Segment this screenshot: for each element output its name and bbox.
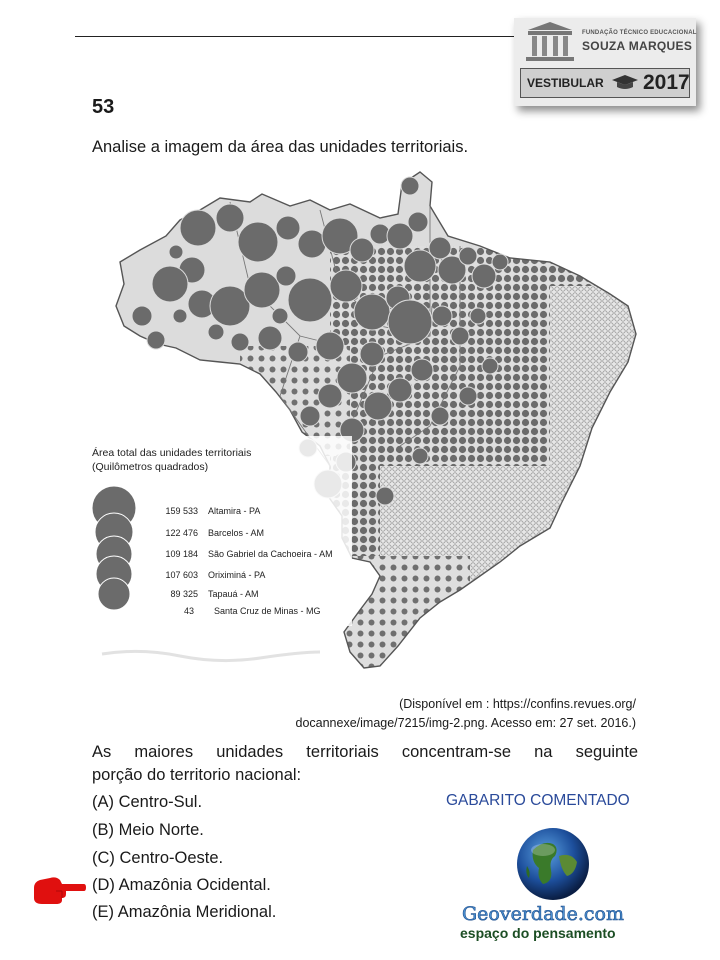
globe-icon xyxy=(513,826,593,902)
legend-label: Tapauá - AM xyxy=(208,589,259,599)
option-letter: (A) xyxy=(92,793,114,811)
source-citation-line2: docannexe/image/7215/img-2.png. Acesso em: 27 set. 2016.) xyxy=(295,716,636,730)
logo-foundation-text: FUNDAÇÃO TÉCNICO EDUCACIONAL xyxy=(582,30,697,36)
legend-subtitle: (Quilômetros quadrados) xyxy=(92,461,209,473)
site-tagline: espaço do pensamento xyxy=(460,925,616,941)
source-citation-line1: (Disponível em : https://confins.revues.org/ xyxy=(399,697,636,711)
option-text: Amazônia Meridional. xyxy=(117,903,277,921)
legend-circles xyxy=(92,486,136,610)
logo-name-text: SOUZA MARQUES xyxy=(582,39,693,53)
option-text: Centro-Oeste. xyxy=(119,849,224,867)
option-letter: (D) xyxy=(92,876,115,894)
legend-title: Área total das unidades territoriais xyxy=(92,447,252,459)
legend-label: Santa Cruz de Minas - MG xyxy=(214,606,321,616)
question-prompt: Analise a imagem da área das unidades territoriais. xyxy=(92,138,469,156)
option-e[interactable] xyxy=(92,903,276,922)
option-text: Amazônia Ocidental. xyxy=(118,876,271,894)
brazil-territorial-map xyxy=(80,166,650,691)
legend-label: São Gabriel da Cachoeira - AM xyxy=(208,549,333,559)
option-text: Centro-Sul. xyxy=(118,793,203,811)
logo-vestibular-bar xyxy=(520,68,690,98)
option-b[interactable] xyxy=(92,821,204,840)
option-letter: (C) xyxy=(92,849,115,867)
legend-value: 159 533 xyxy=(165,506,198,516)
option-a[interactable] xyxy=(92,793,202,812)
logo-vestibular-text: VESTIBULAR xyxy=(527,76,604,90)
question-stem-line2: porção do territorio nacional: xyxy=(92,766,302,784)
option-text: Meio Norte. xyxy=(118,821,204,839)
header-rule xyxy=(75,36,515,37)
option-c[interactable] xyxy=(92,849,223,868)
option-letter: (E) xyxy=(92,903,114,921)
legend-value: 89 325 xyxy=(170,589,198,599)
legend-label: Altamira - PA xyxy=(208,506,261,516)
pointing-hand-icon xyxy=(32,872,86,908)
legend-value: 107 603 xyxy=(165,570,198,580)
site-name: Geoverdade.com xyxy=(462,903,624,925)
legend-value: 122 476 xyxy=(165,528,198,538)
logo-top-panel xyxy=(514,18,696,64)
question-stem-line1: As maiores unidades territoriais concentram-se na seguinte xyxy=(92,743,638,761)
logo-year-text: 2017 xyxy=(643,71,690,94)
option-d[interactable] xyxy=(92,876,271,895)
legend-circle-tapaua xyxy=(98,578,130,610)
question-number: 53 xyxy=(92,96,115,118)
legend-label: Barcelos - AM xyxy=(208,528,265,538)
scan-artifact xyxy=(102,651,320,660)
legend-value: 109 184 xyxy=(165,549,198,559)
gabarito-label: GABARITO COMENTADO xyxy=(446,792,630,809)
exam-logo xyxy=(514,18,696,106)
temple-icon xyxy=(520,20,580,64)
option-letter: (B) xyxy=(92,821,114,839)
graduation-cap-icon xyxy=(611,74,639,92)
legend-label: Oriximiná - PA xyxy=(208,570,266,580)
legend-value: 43 xyxy=(183,606,194,616)
